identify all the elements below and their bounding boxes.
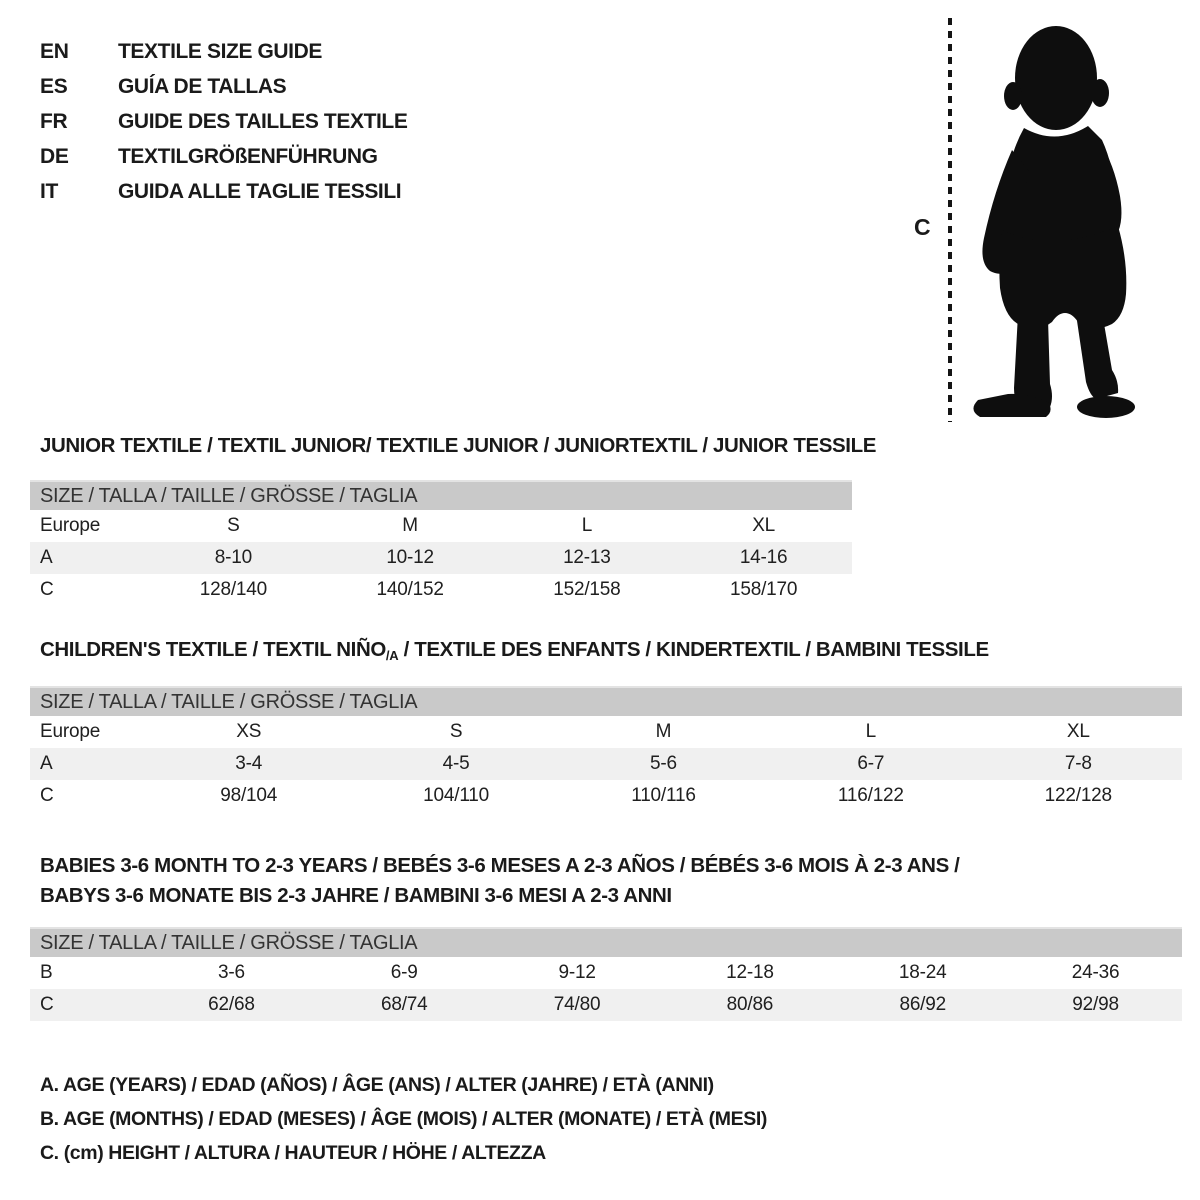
size-header-band: SIZE / TALLA / TAILLE / GRÖSSE / TAGLIA (30, 927, 1182, 957)
table-row-age (30, 748, 1182, 780)
row-label: B (40, 962, 53, 983)
size-cell: S (227, 515, 240, 536)
size-cell: 8-10 (214, 547, 252, 568)
table-row-age (30, 542, 852, 574)
size-header-band: SIZE / TALLA / TAILLE / GRÖSSE / TAGLIA (30, 686, 1182, 716)
language-code: FR (40, 109, 68, 133)
language-title: TEXTILE SIZE GUIDE (118, 39, 322, 63)
language-row-es (40, 69, 407, 104)
children-title-prefix: CHILDREN'S TEXTILE / TEXTIL NIÑO (40, 638, 386, 661)
footnote-c: C. (cm) HEIGHT / ALTURA / HAUTEUR / HÖHE / ALTEZZA (40, 1142, 546, 1164)
babies-section-title (40, 851, 959, 911)
language-row-en (40, 34, 407, 69)
language-code: IT (40, 179, 59, 203)
size-cell: 3-6 (217, 962, 245, 983)
size-cell: 86/92 (899, 994, 946, 1015)
junior-section-title: JUNIOR TEXTILE / TEXTIL JUNIOR/ TEXTILE JUNIOR / JUNIORTEXTIL / JUNIOR TESSILE (40, 434, 876, 457)
language-title: GUIDA ALLE TAGLIE TESSILI (118, 179, 402, 203)
footnote-a: A. AGE (YEARS) / EDAD (AÑOS) / ÂGE (ANS) / ALTER (JAHRE) / ETÀ (ANNI) (40, 1074, 714, 1096)
language-row-de (40, 139, 407, 174)
size-cell: S (449, 721, 463, 742)
size-cell: 68/74 (380, 994, 428, 1015)
size-cell: 5-6 (650, 753, 677, 774)
babies-size-table (30, 927, 1182, 1021)
size-cell: 158/170 (729, 579, 798, 600)
language-title: GUIDE DES TAILLES TEXTILE (118, 109, 408, 133)
size-cell: 92/98 (1072, 994, 1119, 1015)
row-label: C (40, 579, 54, 600)
size-cell: L (865, 721, 877, 742)
size-cell: 3-4 (235, 753, 263, 774)
size-cell: 6-7 (857, 753, 885, 774)
language-header (40, 34, 407, 209)
size-cell: 110/116 (631, 785, 696, 806)
size-cell: XS (236, 721, 262, 742)
children-size-table (30, 686, 1182, 812)
size-cell: 116/122 (837, 785, 904, 806)
size-cell: M (655, 721, 672, 742)
size-cell: 4-5 (442, 753, 470, 774)
language-code: DE (40, 144, 69, 168)
size-header-band: SIZE / TALLA / TAILLE / GRÖSSE / TAGLIA (30, 480, 852, 510)
size-cell: 10-12 (386, 547, 434, 568)
size-cell: 128/140 (199, 579, 268, 600)
language-row-fr (40, 104, 407, 139)
row-label: A (40, 753, 53, 774)
table-row-europe (30, 716, 1182, 748)
row-label: C (40, 994, 54, 1015)
row-label: Europe (40, 515, 101, 536)
language-code: ES (40, 74, 68, 98)
language-code: EN (40, 39, 69, 63)
size-cell: 104/110 (423, 785, 490, 806)
size-cell: 7-8 (1064, 753, 1092, 774)
babies-title-line1: BABIES 3-6 MONTH TO 2-3 YEARS / BEBÉS 3-6 MESES A 2-3 AÑOS / BÉBÉS 3-6 MOIS À 2-3 ANS / (40, 854, 960, 877)
footnote-legend (40, 1068, 767, 1170)
language-title: GUÍA DE TALLAS (118, 74, 287, 98)
size-cell: XL (1066, 721, 1090, 742)
row-label: Europe (40, 721, 101, 742)
junior-size-table (30, 480, 852, 606)
table-row-europe (30, 510, 852, 542)
toddler-silhouette-icon (962, 16, 1142, 418)
size-cell: 12-13 (563, 547, 611, 568)
children-section-title (40, 638, 989, 663)
size-cell: 122/128 (1044, 785, 1112, 806)
height-measure-figure (900, 14, 1170, 428)
children-title-suffix: / TEXTILE DES ENFANTS / KINDERTEXTIL / BAMBINI TESSILE (398, 638, 989, 661)
size-cell: XL (752, 515, 776, 536)
size-cell: 18-24 (898, 962, 947, 983)
children-title-subscript: /A (385, 648, 399, 663)
row-label: A (40, 547, 53, 568)
language-row-it (40, 174, 407, 209)
size-cell: L (581, 515, 593, 536)
size-cell: 152/158 (553, 579, 621, 600)
size-cell: 6-9 (390, 962, 418, 983)
size-cell: 9-12 (558, 962, 596, 983)
size-cell: 80/86 (726, 994, 774, 1015)
size-cell: 62/68 (208, 994, 255, 1015)
size-cell: 12-18 (726, 962, 774, 983)
babies-title-line2: BABYS 3-6 MONATE BIS 2-3 JAHRE / BAMBINI 3-6 MESI A 2-3 ANNI (40, 884, 672, 907)
size-cell: 140/152 (376, 579, 444, 600)
size-cell: 98/104 (220, 785, 278, 806)
table-row-height (30, 780, 1182, 812)
size-cell: M (402, 515, 418, 536)
table-row-height (30, 989, 1182, 1021)
language-title: TEXTILGRÖßENFÜHRUNG (118, 144, 378, 168)
dashed-measure-line (948, 18, 952, 422)
table-row-months (30, 957, 1182, 989)
measure-label-c: C (914, 214, 931, 240)
row-label: C (40, 785, 54, 806)
size-cell: 24-36 (1071, 962, 1120, 983)
table-row-height (30, 574, 852, 606)
size-cell: 74/80 (553, 994, 601, 1015)
size-cell: 14-16 (739, 547, 788, 568)
footnote-b: B. AGE (MONTHS) / EDAD (MESES) / ÂGE (MOIS) / ALTER (MONATE) / ETÀ (MESI) (40, 1108, 767, 1130)
